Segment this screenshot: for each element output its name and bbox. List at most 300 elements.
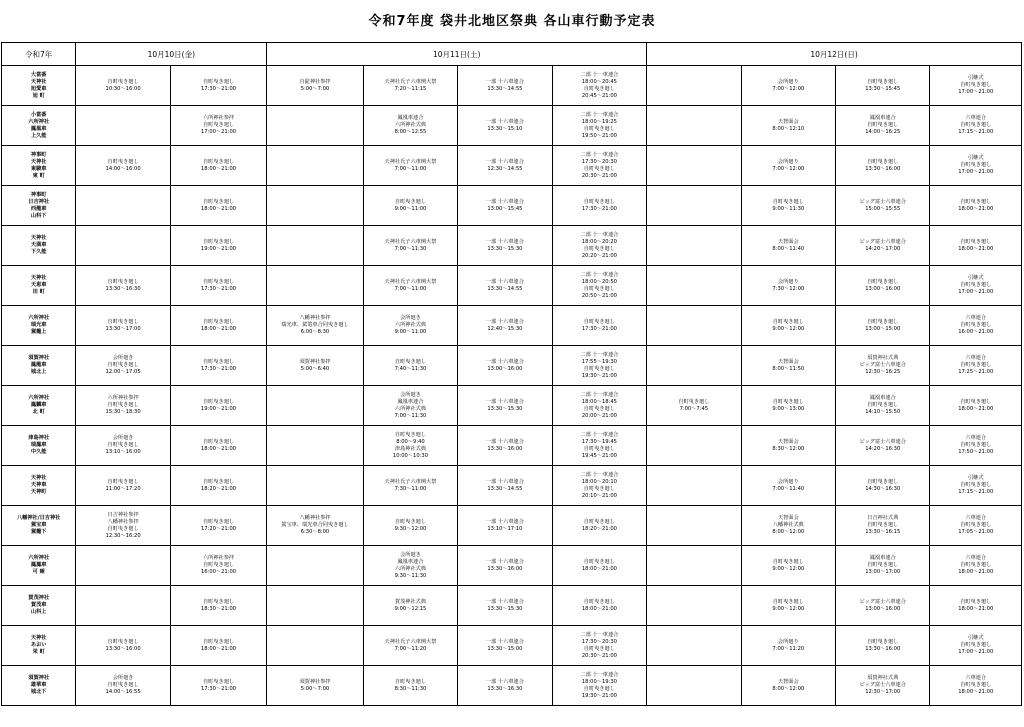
schedule-line: 津島神社式典 — [394, 445, 427, 452]
schedule-line: 自町曳き廻し — [772, 398, 804, 405]
schedule-line: 自町曳き廻し — [107, 638, 139, 645]
schedule-cell — [741, 626, 835, 666]
table-row — [2, 306, 1022, 346]
float-name-line: 天神社 — [30, 235, 47, 241]
schedule-line: 17:50～21:00 — [958, 449, 994, 455]
schedule-cell — [552, 146, 646, 186]
float-name-line: 賀茂車 — [30, 602, 47, 608]
schedule-line: 9:00～12:00 — [772, 565, 805, 572]
schedule-line: 自町曳き廻し — [867, 78, 899, 85]
float-name-line: 神事町 — [30, 151, 47, 158]
float-name-cell — [2, 546, 76, 586]
float-name-line: 天恵車 — [30, 282, 47, 288]
schedule-line: 自町曳き廻し — [107, 402, 139, 408]
schedule-line: 須賀神社式典 — [867, 675, 899, 681]
schedule-line: 自町曳き廻し — [394, 198, 427, 205]
schedule-line: 会所廻き — [112, 355, 134, 361]
schedule-line: 5:00～6:40 — [300, 365, 330, 372]
schedule-line: 9:00～11:00 — [394, 205, 427, 212]
float-name-line: 天神町 — [30, 489, 47, 495]
schedule-line: 7:00～11:40 — [772, 485, 805, 492]
schedule-cell — [267, 546, 363, 586]
schedule-line: 10:30～16:00 — [105, 85, 141, 92]
schedule-cell — [267, 106, 363, 146]
schedule-cell — [267, 346, 363, 386]
schedule-cell — [836, 506, 930, 546]
schedule-line: 自町曳き廻し — [202, 518, 235, 525]
schedule-cell — [741, 386, 835, 426]
schedule-cell — [741, 306, 835, 346]
schedule-line: 六所神社参拝 — [202, 115, 235, 121]
schedule-line: 20:20～21:00 — [581, 252, 617, 259]
schedule-cell — [76, 306, 170, 346]
schedule-cell — [267, 186, 363, 226]
schedule-line: 会所廻り — [777, 158, 799, 165]
float-name-line: 東 町 — [32, 172, 45, 179]
schedule-line: 13:00～16:00 — [865, 605, 901, 612]
schedule-line: 14:10～15:50 — [865, 409, 901, 415]
schedule-cell — [458, 426, 552, 466]
float-name-line: 山科上 — [30, 609, 47, 615]
float-name-line: 六所神社 — [28, 118, 50, 125]
schedule-cell — [552, 346, 646, 386]
schedule-cell — [930, 546, 1022, 586]
float-name-line: 山科下 — [30, 212, 47, 219]
schedule-cell — [267, 666, 363, 706]
schedule-cell — [552, 466, 646, 506]
schedule-line: 自町曳き廻し — [583, 318, 615, 325]
float-name-cell — [2, 386, 76, 426]
schedule-cell — [170, 106, 266, 146]
schedule-line: 17:15～21:00 — [958, 489, 994, 495]
schedule-cell — [647, 506, 741, 546]
schedule-body — [2, 66, 1022, 706]
schedule-cell — [76, 346, 170, 386]
schedule-line: 自町曳き廻し — [583, 365, 615, 372]
schedule-line: 自町曳き廻し — [583, 405, 615, 412]
schedule-cell — [741, 666, 835, 706]
schedule-cell — [552, 546, 646, 586]
schedule-cell — [552, 386, 646, 426]
schedule-cell — [76, 186, 170, 226]
schedule-line: 二部 十一車連合 — [580, 231, 619, 238]
schedule-line: 六車連合 — [965, 675, 987, 681]
float-name-line: 大當番 — [30, 71, 47, 78]
schedule-cell — [363, 426, 457, 466]
float-name-line: 栄 町 — [32, 649, 45, 655]
schedule-line: 8:00～12:55 — [394, 129, 427, 135]
schedule-cell — [836, 226, 930, 266]
schedule-cell — [458, 666, 552, 706]
schedule-cell — [930, 426, 1022, 466]
schedule-line: 自町曳き廻し — [107, 442, 139, 448]
schedule-cell — [552, 586, 646, 626]
float-name-line: 天神車 — [30, 482, 47, 488]
schedule-cell — [170, 346, 266, 386]
schedule-line: 17:00～21:00 — [958, 89, 994, 95]
schedule-line: 13:30～16:30 — [487, 685, 523, 692]
schedule-line: 19:30～21:00 — [581, 372, 617, 379]
schedule-line: 二部 十一車連合 — [580, 391, 619, 398]
schedule-cell — [170, 226, 266, 266]
schedule-line: 引継式 — [967, 75, 984, 81]
schedule-line: 一部 十六車連合 — [485, 438, 524, 445]
schedule-line: 11:00～17:20 — [105, 485, 141, 492]
schedule-cell — [458, 226, 552, 266]
table-row — [2, 666, 1022, 706]
schedule-cell — [930, 306, 1022, 346]
schedule-line: 13:30～14:55 — [487, 85, 523, 92]
schedule-line: 13:30～16:15 — [865, 529, 901, 535]
schedule-line: 13:30～15:30 — [487, 245, 523, 252]
schedule-line: 自町曳き廻し — [202, 598, 235, 605]
schedule-line: 自町曳き廻し — [960, 82, 992, 88]
schedule-line: 12:30～14:55 — [487, 165, 523, 172]
schedule-line: 13:30～16:00 — [487, 565, 523, 572]
schedule-cell — [647, 306, 741, 346]
schedule-cell — [170, 146, 266, 186]
schedule-cell — [741, 426, 835, 466]
schedule-line: 9:00～11:30 — [772, 205, 805, 212]
schedule-line: 自町曳き廻し — [867, 122, 899, 128]
schedule-line: 18:00～21:00 — [581, 565, 617, 572]
schedule-line: 7:30～11:00 — [394, 485, 427, 492]
schedule-line: 二部 十一車連合 — [580, 111, 619, 118]
schedule-line: 自町曳き廻し — [202, 198, 235, 205]
schedule-line: 20:00～21:00 — [581, 412, 617, 419]
schedule-line: 7:40～11:30 — [394, 365, 427, 372]
schedule-line: 自町曳き廻し — [960, 398, 992, 405]
schedule-line: 自町曳き廻し — [583, 645, 615, 652]
schedule-cell — [363, 386, 457, 426]
schedule-line: 須賀神社参拝 — [299, 678, 331, 685]
schedule-line: 六所神社式典 — [394, 565, 427, 572]
schedule-line: 天智面会 — [777, 678, 799, 685]
float-name-line: 天神社 — [30, 275, 47, 281]
schedule-cell — [76, 226, 170, 266]
schedule-cell — [836, 666, 930, 706]
schedule-cell — [76, 66, 170, 106]
schedule-line: 八幡神社参拝 — [107, 518, 139, 525]
float-name-line: 鳳麟車 — [30, 402, 47, 408]
float-name-line: 鳳鳳車 — [30, 562, 47, 568]
schedule-line: 会所廻き — [400, 391, 421, 398]
schedule-line: 引継式 — [967, 635, 984, 641]
schedule-line: 8:00～11:50 — [772, 365, 805, 372]
schedule-line: 一部 十六車連合 — [485, 478, 524, 485]
schedule-line: 7:00～11:20 — [394, 645, 427, 652]
schedule-line: 自町曳き廻し — [867, 402, 899, 408]
schedule-line: 自町曳き廻し — [960, 122, 992, 128]
float-name-line: 上久能 — [30, 132, 47, 139]
schedule-cell — [170, 506, 266, 546]
schedule-line: 自町曳き廻し — [202, 678, 235, 685]
schedule-line: 15:00～15:55 — [865, 205, 901, 212]
float-name-cell — [2, 226, 76, 266]
schedule-cell — [363, 266, 457, 306]
schedule-line: 一部 十六車連合 — [485, 638, 524, 645]
schedule-line: 9:30～12:00 — [394, 525, 427, 532]
schedule-line: 17:05～21:00 — [958, 529, 994, 535]
schedule-cell — [647, 666, 741, 706]
schedule-line: 7:00～11:00 — [394, 285, 427, 292]
schedule-line: 八幡神社式典 — [772, 522, 804, 528]
day3-header: 10月12日(日) — [647, 43, 1022, 66]
schedule-line: 17:00～21:00 — [958, 169, 994, 175]
schedule-cell — [76, 426, 170, 466]
schedule-cell — [647, 426, 741, 466]
schedule-line: 自町曳き廻し — [772, 318, 804, 325]
schedule-line: 自町曳き廻し — [583, 165, 615, 172]
schedule-line: 自町曳き廻し — [394, 431, 427, 438]
schedule-line: 会所廻り — [777, 78, 799, 85]
schedule-line: 13:30～17:00 — [105, 325, 141, 332]
float-name-cell — [2, 186, 76, 226]
schedule-line: 天神社氏子六車例大祭 — [384, 638, 437, 645]
schedule-line: 20:45～21:00 — [581, 92, 617, 99]
schedule-line: 自町曳き廻し — [678, 398, 710, 405]
float-name-line: 小當番 — [30, 111, 47, 118]
schedule-line: 自町曳き廻し — [107, 78, 139, 85]
schedule-cell — [458, 266, 552, 306]
schedule-line: 二部 十一車連合 — [580, 671, 619, 678]
schedule-line: 自町曳き廻し — [867, 562, 899, 568]
schedule-line: 19:30～21:00 — [581, 692, 617, 699]
schedule-line: 18:20～21:00 — [581, 525, 617, 532]
schedule-cell — [458, 346, 552, 386]
schedule-line: 7:00～11:20 — [772, 645, 805, 652]
schedule-line: 自町曳き廻し — [960, 598, 992, 605]
schedule-line: 18:00～18:45 — [581, 398, 617, 405]
schedule-line: 20:50～21:00 — [581, 292, 617, 299]
schedule-line: 一部 十六車連合 — [485, 558, 524, 565]
float-name-line: 駕宝車 — [30, 522, 47, 528]
schedule-cell — [552, 266, 646, 306]
float-name-line: 雄華車 — [30, 682, 47, 688]
schedule-line: 18:00～21:00 — [958, 405, 994, 412]
schedule-line: 自町曳き廻し — [202, 562, 235, 568]
schedule-line: 六車連合 — [965, 515, 987, 521]
schedule-line: 9:30～11:30 — [394, 572, 427, 579]
schedule-line: 8:30～12:00 — [772, 445, 805, 452]
schedule-cell — [267, 66, 363, 106]
schedule-cell — [552, 106, 646, 146]
schedule-cell — [552, 626, 646, 666]
schedule-line: 自町曳き廻し — [960, 198, 992, 205]
float-name-line: 瑞光車 — [30, 322, 47, 328]
schedule-line: 鳳凰車連合 — [869, 395, 896, 401]
schedule-line: 一部 十六車連合 — [485, 598, 524, 605]
schedule-line: 7:00～12:00 — [772, 85, 805, 92]
schedule-line: 自町曳き廻し — [867, 318, 899, 325]
schedule-line: 天智面会 — [777, 438, 799, 445]
float-name-cell — [2, 626, 76, 666]
schedule-cell — [267, 626, 363, 666]
schedule-line: 12:30～17:00 — [865, 689, 901, 695]
float-name-line: 下久能 — [30, 249, 47, 255]
schedule-line: 自町曳き廻し — [107, 478, 139, 485]
schedule-cell — [836, 306, 930, 346]
schedule-line: 一部 十六車連合 — [485, 238, 524, 245]
schedule-line: 自町曳き廻し — [107, 278, 139, 285]
schedule-line: 自町曳き廻し — [960, 682, 992, 688]
schedule-line: 一部 十六車連合 — [485, 518, 524, 525]
schedule-line: 9:00～13:00 — [772, 405, 805, 412]
schedule-line: 18:00～20:10 — [581, 478, 617, 485]
float-name-line: 旭 町 — [32, 92, 45, 99]
schedule-line: 自町曳き廻し — [772, 558, 804, 565]
schedule-line: 二部 十一車連合 — [580, 471, 619, 478]
schedule-line: 自町曳き廻し — [583, 85, 615, 92]
schedule-line: 12:40～15:30 — [487, 325, 523, 332]
schedule-line: 一部 十六車連合 — [485, 678, 524, 685]
schedule-line: 17:25～21:00 — [958, 369, 994, 375]
schedule-cell — [267, 466, 363, 506]
float-name-line: 天神社 — [30, 475, 47, 481]
schedule-cell — [836, 66, 930, 106]
schedule-cell — [170, 306, 266, 346]
float-name-line: 鳳龍車 — [30, 362, 47, 368]
schedule-line: 天神社氏子六車例大祭 — [384, 238, 437, 245]
schedule-line: 13:00～15:00 — [865, 325, 901, 332]
float-name-line: 中久能 — [30, 449, 47, 455]
schedule-line: 自町曳き廻し — [583, 685, 615, 692]
table-row — [2, 586, 1022, 626]
schedule-cell — [76, 626, 170, 666]
schedule-line: ビッグ富士六車連合 — [859, 682, 906, 688]
schedule-line: 一部 十六車連合 — [485, 78, 524, 85]
schedule-line: 8:30～11:30 — [394, 685, 427, 692]
schedule-line: 14:00～16:55 — [105, 689, 141, 695]
schedule-line: 13:00～15:45 — [487, 205, 523, 212]
float-name-cell — [2, 146, 76, 186]
table-row — [2, 186, 1022, 226]
schedule-line: 8:00～12:00 — [772, 685, 805, 692]
schedule-cell — [552, 186, 646, 226]
float-name-line: 六所神社 — [28, 315, 50, 321]
schedule-line: 18:00～21:00 — [201, 205, 237, 212]
schedule-line: 自町曳き廻し — [202, 78, 235, 85]
schedule-line: 18:00～20:20 — [581, 238, 617, 245]
schedule-line: 会所廻り — [777, 638, 799, 645]
schedule-line: 会所廻り — [777, 478, 799, 485]
schedule-line: 14:20～16:30 — [865, 445, 901, 452]
schedule-cell — [647, 266, 741, 306]
schedule-cell — [647, 586, 741, 626]
float-name-line: 賀茂神社 — [28, 595, 50, 601]
schedule-cell — [647, 626, 741, 666]
schedule-line: 13:10～17:10 — [487, 525, 523, 532]
schedule-line: 自町曳き廻し — [960, 238, 992, 245]
schedule-line: 13:10～16:00 — [105, 449, 141, 455]
schedule-line: 18:20～21:00 — [201, 485, 237, 492]
schedule-cell — [76, 146, 170, 186]
schedule-cell — [930, 346, 1022, 386]
schedule-cell — [930, 186, 1022, 226]
schedule-line: 自町曳き廻し — [583, 125, 615, 132]
float-name-line: 六所神社 — [28, 395, 50, 401]
float-name-line: 瑞鳳車 — [30, 442, 47, 448]
schedule-line: 13:30～15:45 — [865, 85, 901, 92]
schedule-cell — [76, 666, 170, 706]
schedule-line: 13:30～15:10 — [487, 125, 523, 132]
float-name-cell — [2, 466, 76, 506]
schedule-line: 8:00～11:40 — [772, 245, 805, 252]
schedule-line: 7:00～7:45 — [679, 405, 709, 412]
schedule-line: 鳳凰車連合 — [397, 558, 424, 565]
float-name-line: 鳳凰車 — [30, 125, 47, 132]
schedule-cell — [647, 466, 741, 506]
table-row — [2, 386, 1022, 426]
schedule-line: 八幡神社参拝 — [299, 315, 331, 321]
schedule-line: 20:30～21:00 — [581, 652, 617, 659]
schedule-cell — [741, 586, 835, 626]
schedule-line: 16:00～21:00 — [201, 569, 237, 575]
schedule-cell — [458, 146, 552, 186]
schedule-cell — [267, 266, 363, 306]
schedule-cell — [458, 66, 552, 106]
schedule-line: 一部 十六車連合 — [485, 358, 524, 365]
float-name-cell — [2, 346, 76, 386]
schedule-line: 10:00～10:30 — [392, 452, 428, 459]
schedule-line: 自町曳き廻し — [960, 322, 992, 328]
schedule-line: 自町曳き廻し — [107, 158, 139, 165]
schedule-cell — [836, 586, 930, 626]
schedule-line: 六所神社参拝 — [202, 555, 235, 561]
schedule-cell — [836, 386, 930, 426]
float-name-line: 田 町 — [32, 289, 45, 295]
schedule-cell — [267, 226, 363, 266]
schedule-line: 20:10～21:00 — [581, 492, 617, 499]
schedule-line: 17:00～21:00 — [201, 129, 237, 135]
schedule-line: 13:00～16:00 — [487, 365, 523, 372]
schedule-cell — [76, 106, 170, 146]
schedule-line: 自町曳き廻し — [202, 238, 235, 245]
schedule-line: 自町曳き廻し — [202, 478, 235, 485]
schedule-line: 一部 十六車連合 — [485, 278, 524, 285]
schedule-cell — [458, 626, 552, 666]
float-name-line: 北 町 — [32, 409, 45, 415]
header-row — [2, 43, 1022, 66]
schedule-cell — [741, 466, 835, 506]
schedule-cell — [458, 106, 552, 146]
schedule-line: 13:30～16:00 — [105, 645, 141, 652]
schedule-cell — [836, 186, 930, 226]
schedule-line: 8:00～12:10 — [772, 125, 805, 132]
schedule-cell — [170, 66, 266, 106]
schedule-line: 自町曳き廻し — [960, 362, 992, 368]
schedule-line: 6:00～8:30 — [300, 329, 330, 335]
schedule-line: 自町曳き廻し — [867, 278, 899, 285]
schedule-line: 19:00～21:00 — [201, 405, 237, 412]
schedule-line: 9:00～12:00 — [772, 325, 805, 332]
float-name-line: 須賀神社 — [28, 355, 50, 361]
schedule-line: 自町曳き廻し — [960, 162, 992, 168]
schedule-line: 自町曳き廻し — [202, 318, 235, 325]
float-name-line: 西龍車 — [30, 205, 47, 212]
schedule-line: 17:30～21:00 — [201, 285, 237, 292]
schedule-cell — [458, 186, 552, 226]
schedule-line: 13:30～15:30 — [487, 405, 523, 412]
schedule-line: ビッグ富士六車連合 — [859, 598, 906, 605]
schedule-cell — [741, 106, 835, 146]
schedule-cell — [930, 666, 1022, 706]
float-name-line: 八幡神社/日吉神社 — [16, 515, 61, 521]
schedule-line: 二部 十一車連合 — [580, 71, 619, 78]
schedule-line: 自町曳き廻し — [867, 158, 899, 165]
schedule-line: 六車連合 — [965, 435, 987, 441]
schedule-cell — [836, 546, 930, 586]
